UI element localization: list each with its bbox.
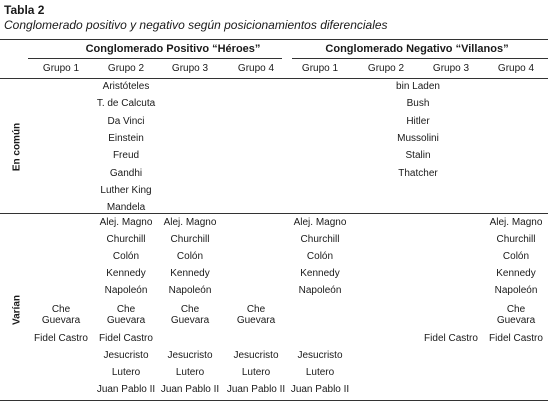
table-label: Tabla 2 bbox=[4, 3, 45, 17]
vary-cell: Napoleón bbox=[494, 285, 538, 296]
vary-cell: Alej. Magno bbox=[489, 217, 543, 228]
vary-cell: Kennedy bbox=[496, 268, 536, 279]
vary-cell: Churchill bbox=[106, 234, 146, 245]
group-header-positive: Conglomerado Positivo “Héroes” bbox=[85, 43, 261, 55]
vary-cell: Napoleón bbox=[298, 285, 342, 296]
common-villains-cell: Stalin bbox=[405, 150, 431, 162]
section-label-vary: Varían bbox=[11, 294, 23, 326]
vary-cell: Colón bbox=[112, 251, 140, 262]
vary-cell: Churchill bbox=[300, 234, 340, 245]
common-heroes-cell: Freud bbox=[112, 150, 140, 162]
table-caption bbox=[4, 3, 388, 33]
bottom-rule bbox=[0, 400, 548, 401]
common-heroes-cell: Aristóteles bbox=[102, 81, 150, 92]
positive-underline bbox=[28, 58, 282, 59]
vary-cell: Juan Pablo II bbox=[226, 384, 286, 395]
vary-cell: Colón bbox=[176, 251, 204, 262]
vary-cell: Lutero bbox=[241, 367, 271, 378]
vary-cell: Fidel Castro bbox=[489, 333, 543, 344]
column-header: Grupo 2 bbox=[107, 63, 145, 74]
section-label-common: En común bbox=[11, 122, 23, 172]
vary-cell: Churchill bbox=[170, 234, 210, 245]
vary-cell: Juan Pablo II bbox=[160, 384, 220, 395]
vary-cell: Jesucristo bbox=[167, 350, 213, 361]
column-header: Grupo 4 bbox=[237, 63, 275, 74]
negative-underline bbox=[292, 58, 548, 59]
vary-cell: Alej. Magno bbox=[99, 217, 153, 228]
vary-cell: Fidel Castro bbox=[99, 333, 153, 344]
vary-cell: Juan Pablo II bbox=[290, 384, 350, 395]
column-header: Grupo 1 bbox=[42, 63, 80, 74]
column-header: Grupo 1 bbox=[301, 63, 339, 74]
vary-cell: Kennedy bbox=[170, 268, 210, 279]
column-header: Grupo 3 bbox=[171, 63, 209, 74]
common-heroes-cell: Einstein bbox=[108, 132, 144, 144]
vary-cell: Che Guevara bbox=[496, 304, 536, 326]
vary-cell: Lutero bbox=[111, 367, 141, 378]
column-header: Grupo 4 bbox=[497, 63, 535, 74]
common-villains-cell: Bush bbox=[406, 98, 430, 110]
vary-cell: Jesucristo bbox=[103, 350, 149, 361]
section-rule bbox=[0, 213, 548, 214]
common-heroes-cell: Luther King bbox=[100, 184, 152, 196]
table-title: Conglomerado positivo y negativo según posicionamientos diferenciales bbox=[4, 18, 388, 32]
common-villains-cell: bin Laden bbox=[396, 81, 440, 92]
common-villains-cell: Mussolini bbox=[397, 132, 439, 144]
vary-cell: Churchill bbox=[496, 234, 536, 245]
vary-cell: Lutero bbox=[175, 367, 205, 378]
common-villains-cell: Thatcher bbox=[398, 167, 438, 179]
common-heroes-cell: Gandhi bbox=[109, 167, 143, 179]
common-villains-cell: Hitler bbox=[406, 115, 430, 127]
vary-cell: Che Guevara bbox=[41, 304, 81, 326]
common-heroes-cell: Da Vinci bbox=[107, 115, 145, 127]
vary-cell: Jesucristo bbox=[233, 350, 279, 361]
vary-cell: Che Guevara bbox=[236, 304, 276, 326]
common-heroes-cell: T. de Calcuta bbox=[96, 98, 156, 110]
vary-cell: Colón bbox=[502, 251, 530, 262]
vary-cell: Jesucristo bbox=[297, 350, 343, 361]
vary-cell: Kennedy bbox=[300, 268, 340, 279]
vary-cell: Fidel Castro bbox=[34, 333, 88, 344]
top-rule bbox=[0, 39, 548, 40]
column-header: Grupo 2 bbox=[367, 63, 405, 74]
vary-cell: Napoleón bbox=[168, 285, 212, 296]
vary-cell: Lutero bbox=[305, 367, 335, 378]
vary-cell: Colón bbox=[306, 251, 334, 262]
vary-cell: Napoleón bbox=[104, 285, 148, 296]
header-rule bbox=[0, 78, 548, 79]
vary-cell: Che Guevara bbox=[170, 304, 210, 326]
common-heroes-cell: Mandela bbox=[106, 202, 146, 214]
vary-cell: Juan Pablo II bbox=[96, 384, 156, 395]
group-header-negative: Conglomerado Negativo “Villanos” bbox=[325, 43, 509, 55]
vary-cell: Kennedy bbox=[106, 268, 146, 279]
vary-cell: Che Guevara bbox=[106, 304, 146, 326]
vary-cell: Fidel Castro bbox=[424, 333, 478, 344]
column-header: Grupo 3 bbox=[432, 63, 470, 74]
vary-cell: Alej. Magno bbox=[293, 217, 347, 228]
vary-cell: Alej. Magno bbox=[163, 217, 217, 228]
